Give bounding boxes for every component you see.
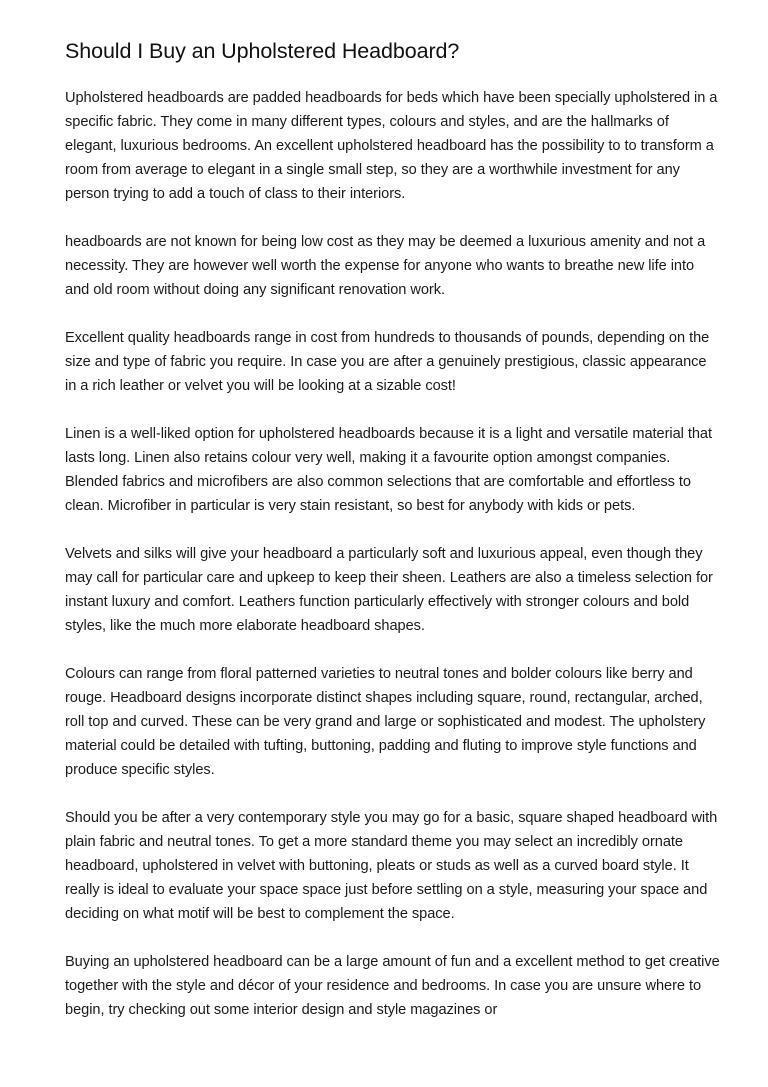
paragraph-price-range: Excellent quality headboards range in cost from hundreds to thousands of pounds, depending on the size and type of fabric you require. In case you are after a genuinely prestigious, classic appearance in a rich leather or velvet you will be looking at a sizable cost! xyxy=(65,330,710,394)
paragraph-intro: Upholstered headboards are padded headboards for beds which have been specially upholstered in a specific fabric. They come in many different types, colours and styles, and are the hallmarks of elegant, luxurious bedrooms. An excellent upholstered headboard has the possibility to to transform a room from average to elegant in a single small step, so they are a worthwhile investment for any person trying to add a touch of class to their interiors. xyxy=(65,90,718,202)
paragraph-cost-overview: headboards are not known for being low cost as they may be deemed a luxurious amenity and not a necessity. They are however well worth the expense for anyone who wants to breathe new life into and old room without doing any significant renovation work. xyxy=(65,234,706,298)
paragraph-colours-shapes: Colours can range from floral patterned varieties to neutral tones and bolder colours like berry and rouge. Headboard designs incorporate distinct shapes including square, round, rectangular, arched, roll top and curved. These can be very grand and large or sophisticated and modest. The upholstery material could be detailed with tufting, buttoning, padding and fluting to improve style functions and produce specific styles. xyxy=(65,666,706,778)
paragraph-linen: Linen is a well-liked option for upholstered headboards because it is a light and versatile material that lasts long. Linen also retains colour very well, making it a favourite option amongst companies. Blended fabrics and microfibers are also common selections that are comfortable and effortless to clean. Microfiber in particular is very stain resistant, so best for anybody with kids or pets. xyxy=(65,426,712,514)
page-title: Should I Buy an Upholstered Headboard? xyxy=(65,39,460,63)
paragraph-styles: Should you be after a very contemporary style you may go for a basic, square shaped headboard with plain fabric and neutral tones. To get a more standard theme you may select an incredibly ornate headboard, upholstered in velvet with buttoning, pleats or studs as well as a curved board style. It really is ideal to evaluate your space space just before settling on a style, measuring your space and deciding on what motif will be best to complement the space. xyxy=(65,810,718,922)
paragraph-buying: Buying an upholstered headboard can be a large amount of fun and a excellent method to get creative together with the style and décor of your residence and bedrooms. In case you are unsure where to begin, try checking out some interior design and style magazines or xyxy=(65,954,720,1018)
paragraph-velvets-silks: Velvets and silks will give your headboard a particularly soft and luxurious appeal, even though they may call for particular care and upkeep to keep their sheen. Leathers are also a timeless selection for instant luxury and comfort. Leathers function particularly effectively with stronger colours and bold styles, like the much more elaborate headboard shapes. xyxy=(65,546,713,634)
